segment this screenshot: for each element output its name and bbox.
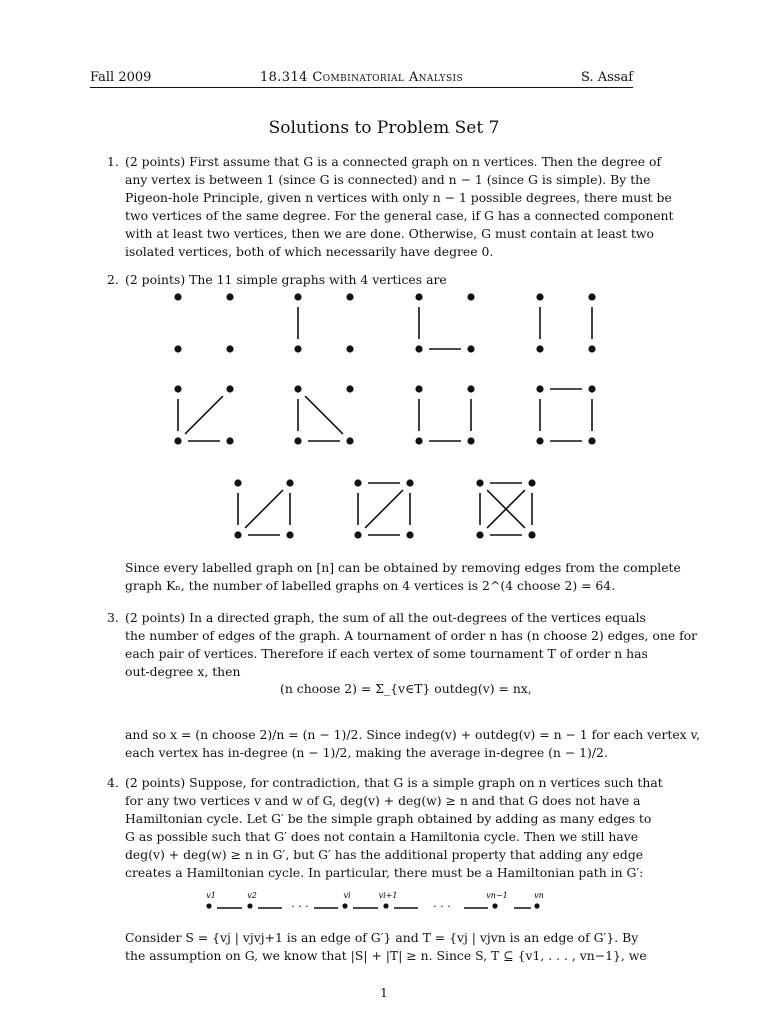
text-line: Since every labelled graph on [n] can be obtained by removing edges from the complete (125, 560, 681, 575)
header-course: 18.314 Combinatorial Analysis (259, 70, 464, 85)
header-author: S. Assaf (581, 70, 633, 85)
text-line: (2 points) In a directed graph, the sum of all the out-degrees of the vertices equals (125, 610, 646, 625)
path-vertex-label: vn (534, 891, 544, 900)
tournament-equation: (n choose 2) = Σ_{v∈T} outdeg(v) = nx, (280, 681, 532, 696)
problem-1-number: 1. (107, 154, 119, 169)
text-line: creates a Hamiltonian cycle. In particular, there must be a Hamiltonian path in G′: (125, 865, 644, 880)
text-line: the number of edges of the graph. A tournament of order n has (n choose 2) edges, one for (125, 628, 698, 643)
text-line: and so x = (n choose 2)/n = (n − 1)/2. Since indeg(v) + outdeg(v) = n − 1 for each vertex v, (125, 727, 701, 742)
text-line: Pigeon-hole Principle, given n vertices with only n − 1 possible degrees, there must be (125, 190, 672, 205)
text-line: Consider S = {vj | vjvj+1 is an edge of G′} and T = {vj | vjvn is an edge of G′}. By (125, 930, 639, 945)
path-ellipsis: · · · (433, 900, 451, 913)
path-vertex (383, 903, 388, 908)
text-line: (2 points) The 11 simple graphs with 4 vertices are (125, 272, 447, 287)
problem-4-continuation (125, 929, 647, 965)
text-line: graph Kₙ, the number of labelled graphs on 4 vertices is 2^(4 choose 2) = 64. (125, 578, 616, 593)
text-line: with at least two vertices, then we are done. Otherwise, G must contain at least two (125, 226, 654, 241)
path-vertex-label: v1 (206, 891, 216, 900)
text-line: each pair of vertices. Therefore if each vertex of some tournament T of order n has (125, 646, 648, 661)
text-line: each vertex has in-degree (n − 1)/2, making the average in-degree (n − 1)/2. (125, 745, 608, 760)
path-ellipsis: · · · (291, 900, 309, 913)
path-vertex-label: vi+1 (378, 891, 398, 900)
problem-3-number: 3. (107, 610, 119, 625)
problem-4-number: 4. (107, 775, 119, 790)
path-vertex (534, 903, 539, 908)
path-vertex (492, 903, 497, 908)
text-line: G as possible such that G′ does not contain a Hamiltonia cycle. Then we still have (125, 829, 639, 844)
text-line: two vertices of the same degree. For the general case, if G has a connected component (125, 208, 674, 223)
text-line: (2 points) Suppose, for contradiction, that G is a simple graph on n vertices such that (125, 775, 663, 790)
text-line: the assumption on G, we know that |S| + |T| ≥ n. Since S, T ⊆ {v1, . . . , vn−1}, we (125, 948, 647, 963)
text-line: for any two vertices v and w of G, deg(v) + deg(w) ≥ n and that G does not have a (125, 793, 641, 808)
page-number: 1 (380, 985, 388, 1000)
path-vertex-label: vi (343, 891, 351, 900)
text-line: any vertex is between 1 (since G is connected) and n − 1 (since G is simple). By the (125, 172, 651, 187)
page-title: Solutions to Problem Set 7 (268, 118, 500, 138)
path-vertex (247, 903, 252, 908)
text-line: isolated vertices, both of which necessarily have degree 0. (125, 244, 494, 259)
path-vertex (342, 903, 347, 908)
path-vertex-label: vn−1 (486, 891, 508, 900)
text-line: deg(v) + deg(w) ≥ n in G′, but G′ has the additional property that adding any edge (125, 847, 644, 862)
header-term: Fall 2009 (90, 70, 152, 85)
text-line: out-degree x, then (125, 664, 241, 679)
problem-2-number: 2. (107, 272, 119, 287)
path-vertex-label: v2 (247, 891, 257, 900)
path-vertex (206, 903, 211, 908)
text-line: (2 points) First assume that G is a connected graph on n vertices. Then the degree of (125, 154, 662, 169)
text-line: Hamiltonian cycle. Let G′ be the simple graph obtained by adding as many edges to (125, 811, 652, 826)
